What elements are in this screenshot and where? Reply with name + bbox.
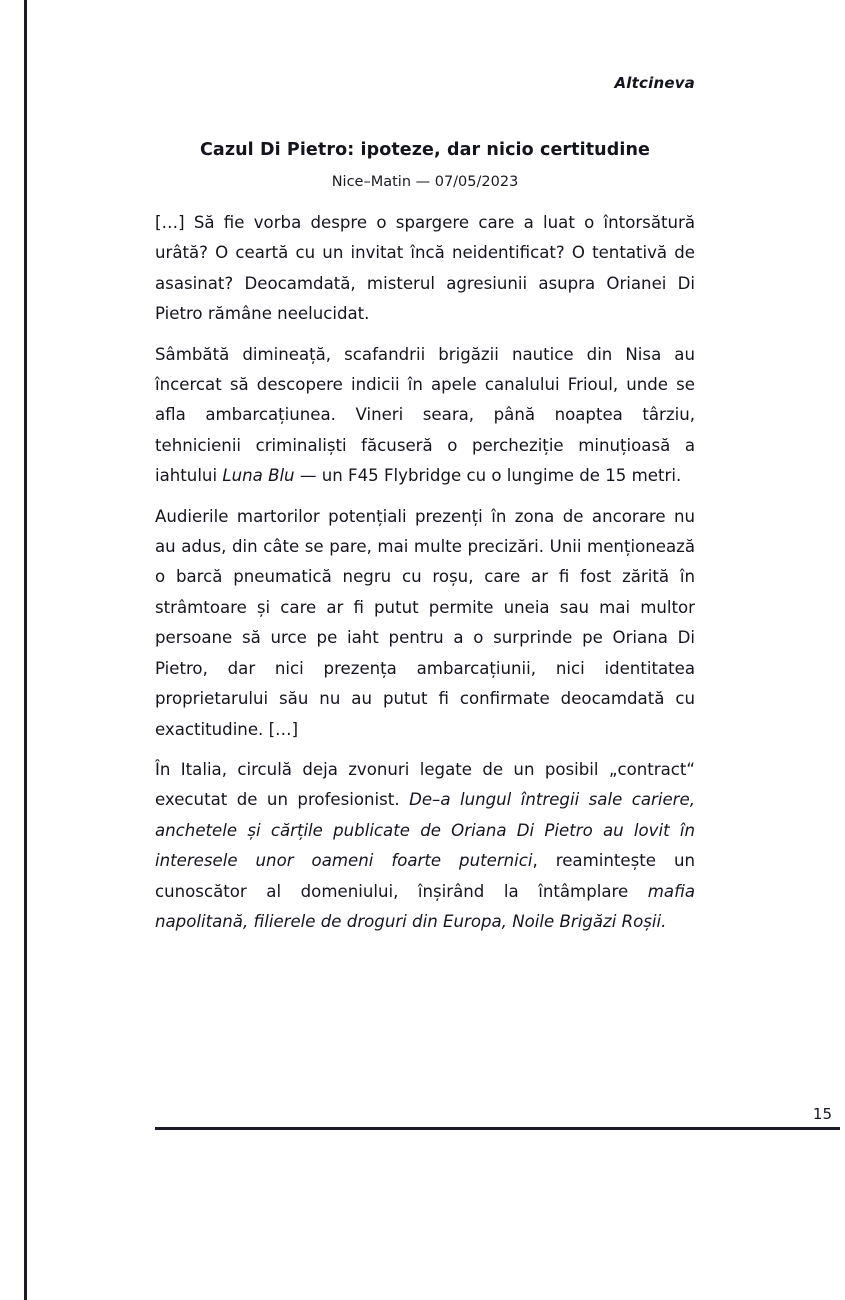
body-paragraph [155,502,695,745]
page-number: 15 [812,1105,832,1123]
page-title: Cazul Di Pietro: ipoteze, dar nicio certitudine [199,139,650,160]
body-paragraph [155,340,695,492]
article-body [155,208,695,937]
running-head: Altcineva [614,74,695,92]
page-footer [155,1105,840,1130]
emphasis-text: Luna Blu [222,466,295,486]
emphasis-text: mafia napolitană, filierele de droguri din Europa, Noile Brigăzi Roșii. [155,881,695,931]
article-source-line: Nice–Matin — 07/05/2023 [331,174,519,190]
plain-text: […] Să fie vorba despre o spargere care a luat o întorsătură urâtă? O ceartă cu un invitat încă neidentificat? O tentativă de asasinat? Deocamdată, misterul agresiunii asupra Orianei Di Pietro rămâne neelucidat. [155,213,695,324]
plain-text: — un F45 Flybridge cu o lungime de 15 metri. [294,466,682,486]
body-paragraph [155,755,695,937]
plain-text: Audierile martorilor potențiali prezenți în zona de ancorare nu au adus, din câte se pare, mai multe precizări. Unii menționează o barcă pneumatică negru cu roșu, care ar fi fost zărită în strâmtoare și care ar fi putut permite uneia sau mai multor persoane să urce pe iaht pentru a o surprinde pe Oriana Di Pietro, dar nici prezența ambarcațiunii, nici identitatea proprietarului său nu au putut fi confirmate deocamdată cu exactitudine. […] [155,506,695,739]
body-paragraph [155,208,695,330]
plain-text: În Italia, circulă deja zvonuri legate de un posibil „contract“ executat de un profesionist. [155,759,695,810]
plain-text: , reamintește un cunoscător al domeniului, înșirând la întâmplare [155,851,695,901]
plain-text: Sâmbătă dimineață, scafandrii brigăzii nautice din Nisa au încercat să descopere indicii în apele canalului Frioul, unde se afla ambarcațiunea. Vineri seara, până noaptea târziu, tehnicienii criminaliști făcuseră o percheziție minuțioasă a iahtului [155,344,695,486]
emphasis-text: De–a lungul întregii sale cariere, anchetele și cărțile publicate de Oriana Di Pietro au lovit în interesele unor oameni foarte puternici [155,790,695,871]
footer-rule [155,1127,840,1130]
left-margin-rule [24,0,27,1300]
